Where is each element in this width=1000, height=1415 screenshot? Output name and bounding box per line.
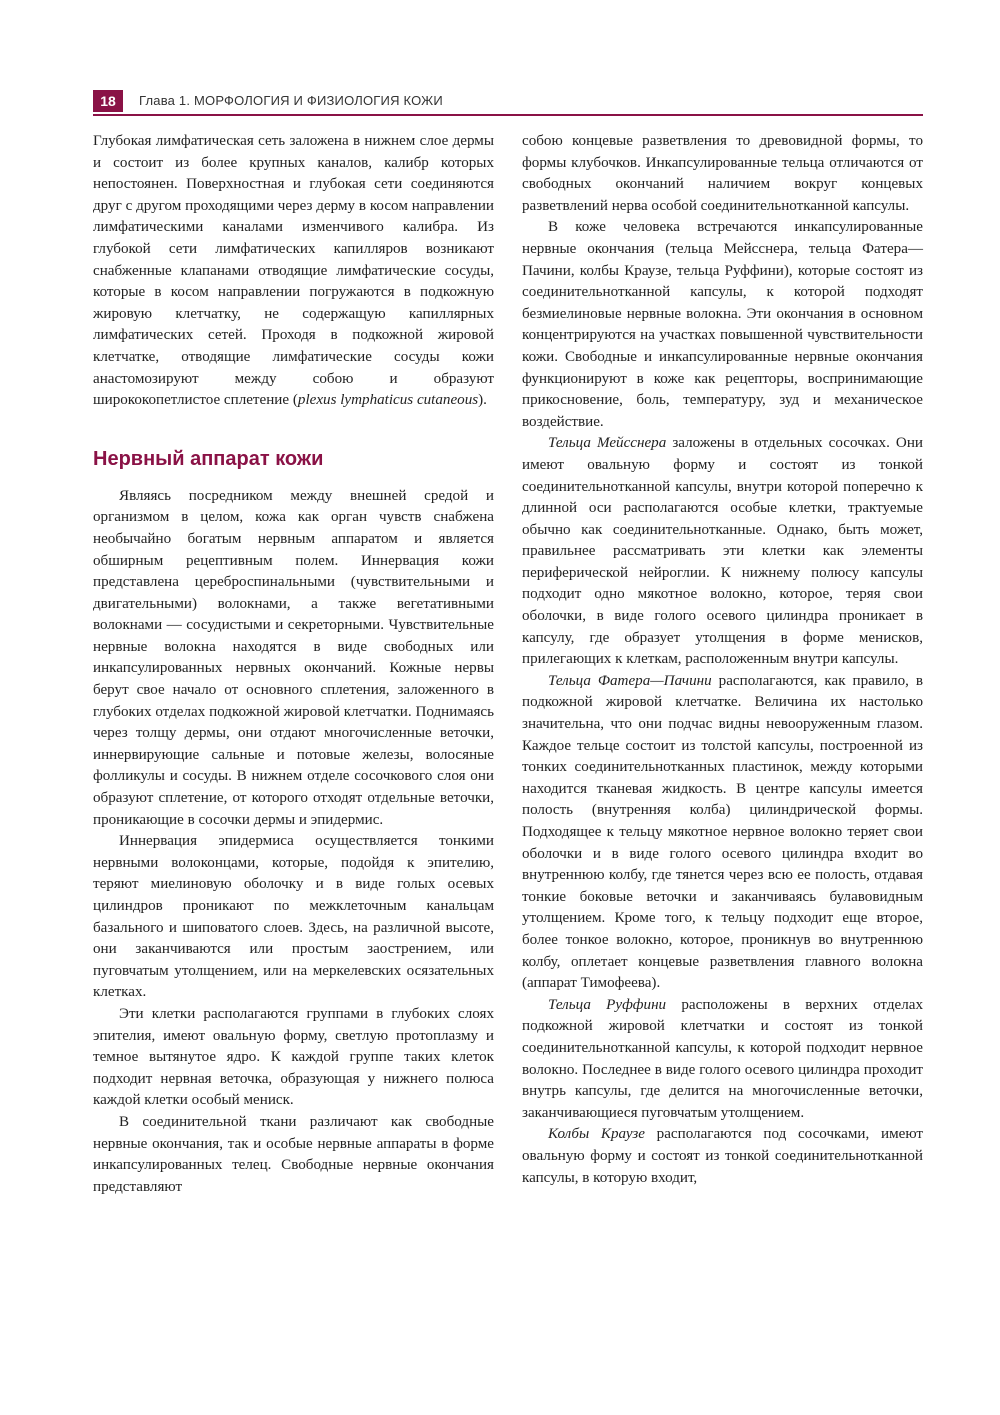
paragraph-nerve-apparatus: Являясь посредником между внешней средой и организмом в целом, кожа как орган чувств снабжена необычайно богатым нервным аппаратом и является обширным рецептивным полем. Иннервация кожи представлена цереброспинальными (чувствительными и двигательными) волокнами, а также вегетативными волокнами — сосудистыми и секреторными. Чувствительные нервные волокна находятся в виде свободных или инкапсулированных нервных окончаний. Кожные нервы берут свое начало от основного сплетения, заложенного в глубоких отделах подкожной жировой клетчатки. Поднимаясь через толщу дермы, они отдают многочисленные веточки, иннервирующие сальные и потовые железы, волосяные фолликулы и сосуды. В нижнем отделе сосочкового слоя они образуют сплетение, от которого отходят отдельные веточки, проникающие в сосочки дермы и эпидермис. — [93, 487, 494, 828]
paragraph-lymphatic-network: Глубокая лимфатическая сеть заложена в нижнем слое дермы и состоит из более крупных каналов, калибр которых непостоянен. Поверхностная и глубокая сети соединяются друг с другом проходящими через дерму в косом направлении лимфатическими каналами изменчивого калибра. Из глубокой сети лимфатических капилляров возникают снабженные клапанами отводящие лимфатические сосуды, которые в косом направлении погружаются в подкожную жировую клетчатку, не содержащую капиллярных лимфатических сетей. Проходя в подкожной жировой клетчатке, отводящие лимфатические сосуды кожи анастомозируют между собою и образуют ширококопетлистое сплетение (plexus lymphaticus cutaneous). — [93, 133, 494, 409]
paragraph-ruffini: Тельца Руффини расположены в верхних отделах подкожной жировой клетчатки и состоят из тонкой соединительнотканной капсулы, к которой подходит нервное волокно. Последнее в виде голого осевого цилиндра проходит внутрь капсулы, где делится на многочисленные веточки, заканчивающиеся пуговчатым утолщением. — [522, 996, 923, 1121]
paragraph-pacini: Тельца Фатера—Пачини располагаются, как правило, в подкожной жировой клетчатке. Величина их настолько значительна, что они подчас видны невооруженным глазом. Каждое тельце состоит из толстой капсулы, построенной из тонких соединительнотканных пластинок, между которыми находится тканевая жидкость. В центре капсулы имеется полость (внутренняя колба) цилиндрической формы. Подходящее к тельцу мякотное нервное волокно теряет свои оболочки и в виде голого осевого цилиндра входит во внутреннюю колбу, где тянется через всю ее полость, отдавая тонкие боковые веточки и заканчиваясь булавовидным утолщением. Кроме того, к тельцу подходит еще второе, более тонкое волокно, которое, проникнув во внутреннюю колбу, оплетает концевые разветвления главного волокна (аппарат Тимофеева). — [522, 672, 923, 992]
paragraph-epidermis-innervation: Иннервация эпидермиса осуществляется тонкими нервными волоконцами, которые, подойдя к эпителию, теряют миелиновую оболочку и в виде голых осевых цилиндров проникают по межклеточным канальцам базального и шиповатого слоев. Здесь, на различной высоте, они заканчиваются или простым заострением, или пуговчатым утолщением, или на меркелевских осязательных клетках. — [93, 833, 494, 1001]
paragraph-encapsulated-endings: В коже человека встречаются инкапсулированные нервные окончания (тельца Мейсснера, тельца Фатера—Пачини, колбы Краузе, тельца Руффини), которые состоят из соединительнотканной капсулы, к которой подходят безмиелиновые нервные волокна. Эти окончания в основном концентрируются на участках повышенной чувствительности кожи. Свободные и инкапсулированные нервные окончания функционируют в коже как рецепторы, воспринимающие прикосновение, боль, температуру, зуд и механическое воздействие. — [522, 219, 923, 430]
page-number: 18 — [93, 90, 123, 112]
term-ruffini: Тельца Руффини — [548, 996, 667, 1013]
left-column — [93, 131, 494, 1198]
term-pacini: Тельца Фатера—Пачини — [548, 672, 712, 689]
term-meissner: Тельца Мейсснера — [548, 435, 667, 452]
paragraph-krause: Колбы Краузе располагаются под сосочками, имеют овальную форму и состоят из тонкой соединительнотканной капсулы, в которую входит, — [522, 1126, 923, 1186]
page-header — [93, 88, 923, 116]
paragraph-branching-endings: собою концевые разветвления то древовидной формы, то формы клубочков. Инкапсулированные тельца отличаются от свободных окончаний наличием вокруг концевых разветвлений нерва особой соединительнотканной капсулы. — [522, 133, 923, 214]
latin-term: plexus lymphaticus cutaneous — [297, 392, 479, 409]
chapter-running-head: Глава 1. МОРФОЛОГИЯ И ФИЗИОЛОГИЯ КОЖИ — [139, 93, 443, 108]
right-column — [522, 131, 923, 1189]
paragraph-connective-tissue-endings: В соединительной ткани различают как свободные нервные окончания, так и особые нервные аппараты в форме инкапсулированных телец. Свободные нервные окончания представляют — [93, 1113, 494, 1195]
section-heading: Нервный аппарат кожи — [93, 447, 324, 470]
term-krause: Колбы Краузе — [548, 1126, 645, 1143]
paragraph-merkel-cells: Эти клетки располагаются группами в глубоких слоях эпителия, имеют овальную форму, светлую протоплазму и темное вытянутое ядро. К каждой группе таких клеток подходит нервная веточка, образующая у нижнего полюса каждой клетки особый мениск. — [93, 1005, 494, 1109]
paragraph-meissner: Тельца Мейсснера заложены в отдельных сосочках. Они имеют овальную форму и состоят из тонкой соединительнотканной капсулы, внутри которой поперечно к длинной оси располагаются особые клетки, трактуемые обычно как соединительнотканные. Однако, быть может, правильнее рассматривать эти клетки как элементы периферической нейроглии. К нижнему полюсу капсулы подходит одно мякотное волокно, которое, теряя свои оболочки, в виде голого осевого цилиндра проникает в капсулу, где образует утолщения в форме менисков, прилегающих к клеткам, расположенным внутри капсулы. — [522, 435, 923, 668]
